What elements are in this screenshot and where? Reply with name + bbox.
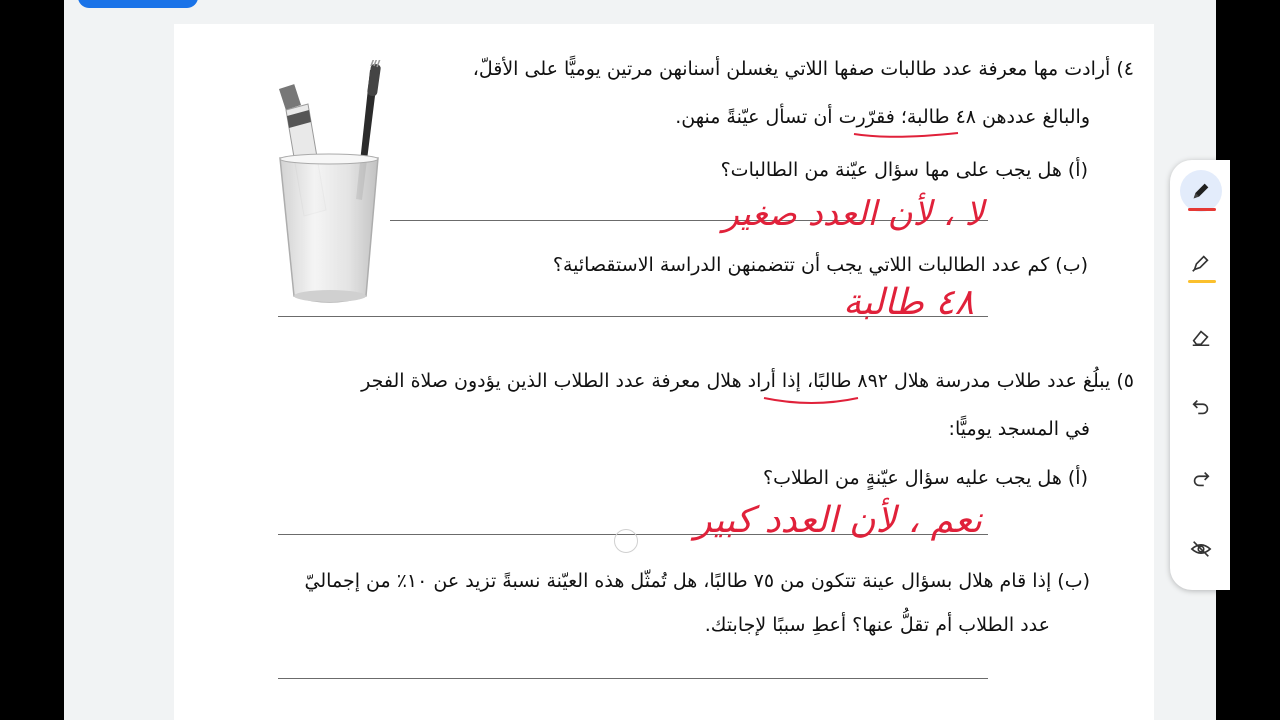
q4-part-a: (أ) هل يجب على مها سؤال عيّنة من الطالبات؟ (720, 159, 1088, 181)
cursor-indicator (614, 529, 638, 553)
q5-line1: ٥) يبلُغ عدد طلاب مدرسة هلال ٨٩٢ طالبًا، إذا أراد هلال معرفة عدد الطلاب الذين يؤدون صلاة الفجر (361, 370, 1134, 392)
q5-number-underline (762, 392, 862, 408)
q5b-answer-line (278, 678, 988, 679)
glass-icon (280, 158, 378, 302)
eraser-icon[interactable] (1184, 320, 1218, 354)
top-action-button[interactable] (78, 0, 198, 8)
q5a-handwritten-answer: نعم ، لأن العدد كبير (694, 500, 982, 541)
q4-line2: والبالغ عددهن ٤٨ طالبة؛ فقرّرت أن تسأل عيّنةً منهن. (675, 106, 1090, 128)
highlighter-icon[interactable] (1184, 246, 1218, 280)
highlighter-color-indicator (1188, 280, 1216, 283)
top-bar (64, 0, 1216, 24)
undo-icon[interactable] (1184, 390, 1218, 424)
q4-part-b: (ب) كم عدد الطالبات اللاتي يجب أن تتضمنهن الدراسة الاستقصائية؟ (552, 254, 1088, 276)
toothbrush-glass-image (274, 60, 394, 310)
pen-icon[interactable] (1180, 170, 1222, 212)
annotation-toolbar (1170, 160, 1230, 590)
redo-icon[interactable] (1184, 462, 1218, 496)
pdf-viewer (64, 0, 1216, 720)
q4b-handwritten-answer: ٤٨ طالبة (843, 282, 974, 323)
pen-color-indicator (1188, 208, 1216, 211)
q5-part-b-line2: عدد الطلاب أم تقلُّ عنها؟ أعطِ سببًا لإجابتك. (704, 614, 1050, 636)
hide-annotations-icon[interactable] (1184, 532, 1218, 566)
q4-number-underline (852, 128, 962, 142)
worksheet-page (174, 24, 1154, 720)
q5-line2: في المسجد يوميًّا: (948, 418, 1090, 440)
q4-line1: ٤) أرادت مها معرفة عدد طالبات صفها اللاتي يغسلن أسنانهن مرتين يوميًّا على الأقلّ، (472, 58, 1134, 80)
q5-part-a: (أ) هل يجب عليه سؤال عيّنةٍ من الطلاب؟ (763, 467, 1088, 489)
q5-part-b-line1: (ب) إذا قام هلال بسؤال عينة تتكون من ٧٥ طالبًا، هل تُمثّل هذه العيّنة نسبةً تزيد عن ١٠٪ من إجماليّ (304, 570, 1090, 592)
q4a-handwritten-answer: لا ، لأن العدد صغير (722, 194, 984, 234)
